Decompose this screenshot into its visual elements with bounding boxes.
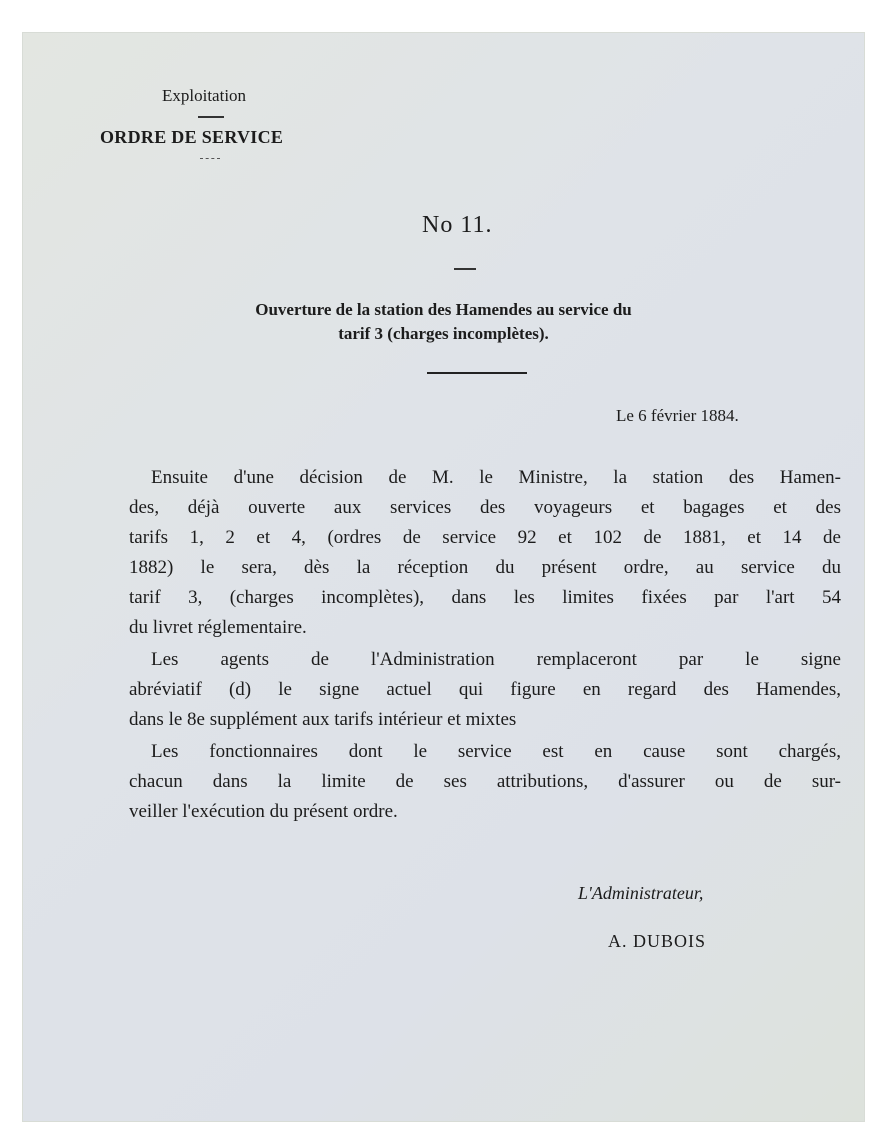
body-line: dans le 8e supplément aux tarifs intérieur et mixtes [129,709,517,730]
body-line: tarifs 1, 2 et 4, (ordres de service 92 et 102 de 1881, et 14 de [129,527,841,548]
divider [454,268,476,270]
signature-name: A. DUBOIS [608,931,707,951]
date-line: Le 6 février 1884. [616,406,739,425]
body-line: abréviatif (d) le signe actuel qui figure en regard des Hamendes, [129,679,841,700]
body-line: tarif 3, (charges incomplètes), dans les limites fixées par l'art 54 [129,587,841,608]
divider [198,116,224,118]
title-line: Ouverture de la station des Hamendes au service du [255,300,632,319]
divider [200,158,220,160]
title-line: tarif 3 (charges incomplètes). [338,324,549,343]
document-page [22,32,865,1122]
signature-title: L'Administrateur, [578,883,704,903]
body-line: chacun dans la limite de ses attributions, d'assurer ou de sur- [129,771,841,792]
divider [427,372,527,374]
body-line: 1882) le sera, dès la réception du présent ordre, au service du [129,557,841,578]
body-line: veiller l'exécution du présent ordre. [129,801,398,822]
body-line: du livret réglementaire. [129,617,307,638]
department-label: Exploitation [162,86,247,105]
order-number: No 11. [422,212,493,238]
body-line: des, déjà ouverte aux services des voyageurs et bagages et des [129,497,841,518]
body-line: Les agents de l'Administration remplaceront par le signe [151,649,841,670]
body-line: Ensuite d'une décision de M. le Ministre, la station des Hamen- [151,467,841,488]
document-type: ORDRE DE SERVICE [100,127,284,147]
body-line: Les fonctionnaires dont le service est en cause sont chargés, [151,741,841,762]
